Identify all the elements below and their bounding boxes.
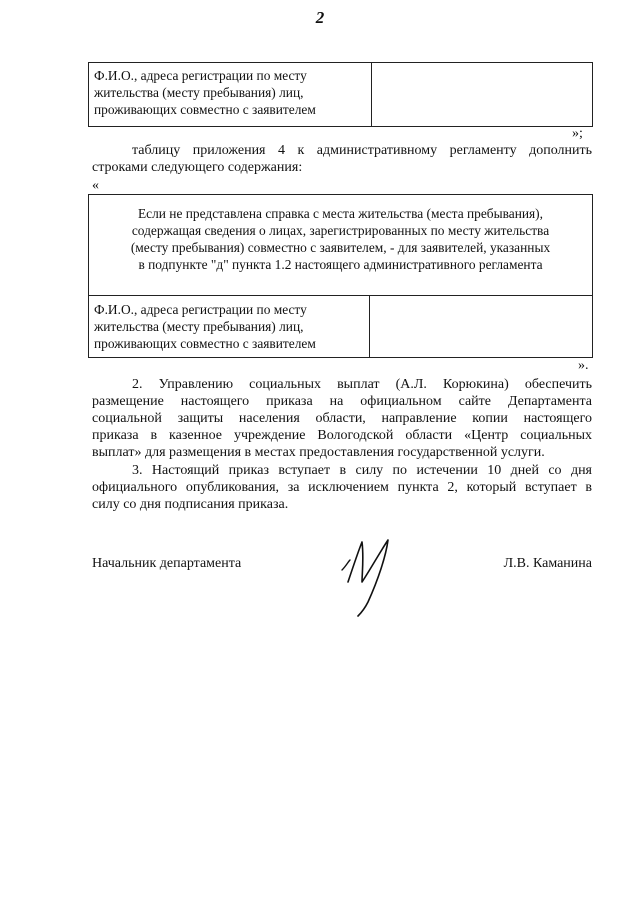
- table-cell-header: [89, 195, 593, 296]
- table-continuation: [88, 62, 593, 127]
- paragraph-line: выплат» для размещения в местах предоставления государственной услуги.: [92, 445, 545, 460]
- closing-quote: ».: [578, 358, 589, 373]
- paragraph-line: таблицу приложения 4 к административному регламенту дополнить: [132, 143, 592, 158]
- signatory-name: Л.В. Каманина: [503, 556, 592, 571]
- table-cell-value: [372, 63, 593, 127]
- table-cell-label: [89, 296, 370, 358]
- table-row: [89, 195, 593, 296]
- handwritten-signature: [338, 530, 410, 620]
- cell-line: Ф.И.О., адреса регистрации по месту: [94, 302, 307, 317]
- cell-line: проживающих совместно с заявителем: [94, 102, 316, 117]
- paragraph-3: [92, 462, 592, 513]
- table-addition: [88, 194, 593, 358]
- cell-line: (месту пребывания) совместно с заявителем, - для заявителей, указанных: [130, 240, 551, 255]
- cell-line: содержащая сведения о лицах, зарегистрированных по месту жительства: [131, 223, 550, 238]
- cell-line: жительства (месту пребывания) лиц,: [94, 319, 304, 334]
- table-row: [89, 296, 593, 358]
- cell-line: жительства (месту пребывания) лиц,: [94, 85, 304, 100]
- paragraph-line: 3. Настоящий приказ вступает в силу по истечении 10 дней со дня: [132, 463, 592, 478]
- page-number: 2: [315, 8, 325, 27]
- table-cell-label: [89, 63, 372, 127]
- opening-quote: «: [92, 178, 99, 193]
- table-cell-value: [370, 296, 593, 358]
- paragraph-line: строками следующего содержания:: [92, 160, 303, 175]
- paragraph-line: размещение настоящего приказа на официальном сайте Департамента: [92, 394, 592, 409]
- cell-line: Ф.И.О., адреса регистрации по месту: [94, 68, 307, 83]
- paragraph-line: официального опубликования, за исключением пункта 2, который вступает в: [92, 480, 592, 495]
- table-row: [89, 63, 593, 127]
- paragraph-line: силу со дня подписания приказа.: [92, 497, 289, 512]
- paragraph-line: приказа в казенное учреждение Вологодской области «Центр социальных: [92, 428, 592, 443]
- paragraph-line: 2. Управлению социальных выплат (А.Л. Корюкина) обеспечить: [132, 377, 592, 392]
- cell-line: Если не представлена справка с места жительства (места пребывания),: [137, 206, 543, 221]
- signatory-title: Начальник департамента: [92, 556, 242, 571]
- paragraph-intro: [92, 142, 592, 176]
- cell-line: в подпункте "д" пункта 1.2 настоящего административного регламента: [138, 257, 543, 272]
- paragraph-line: социальной защиты населения области, направление копии настоящего: [92, 411, 592, 426]
- paragraph-2: [92, 376, 592, 461]
- cell-line: проживающих совместно с заявителем: [94, 336, 316, 351]
- closing-quote: »;: [572, 126, 583, 141]
